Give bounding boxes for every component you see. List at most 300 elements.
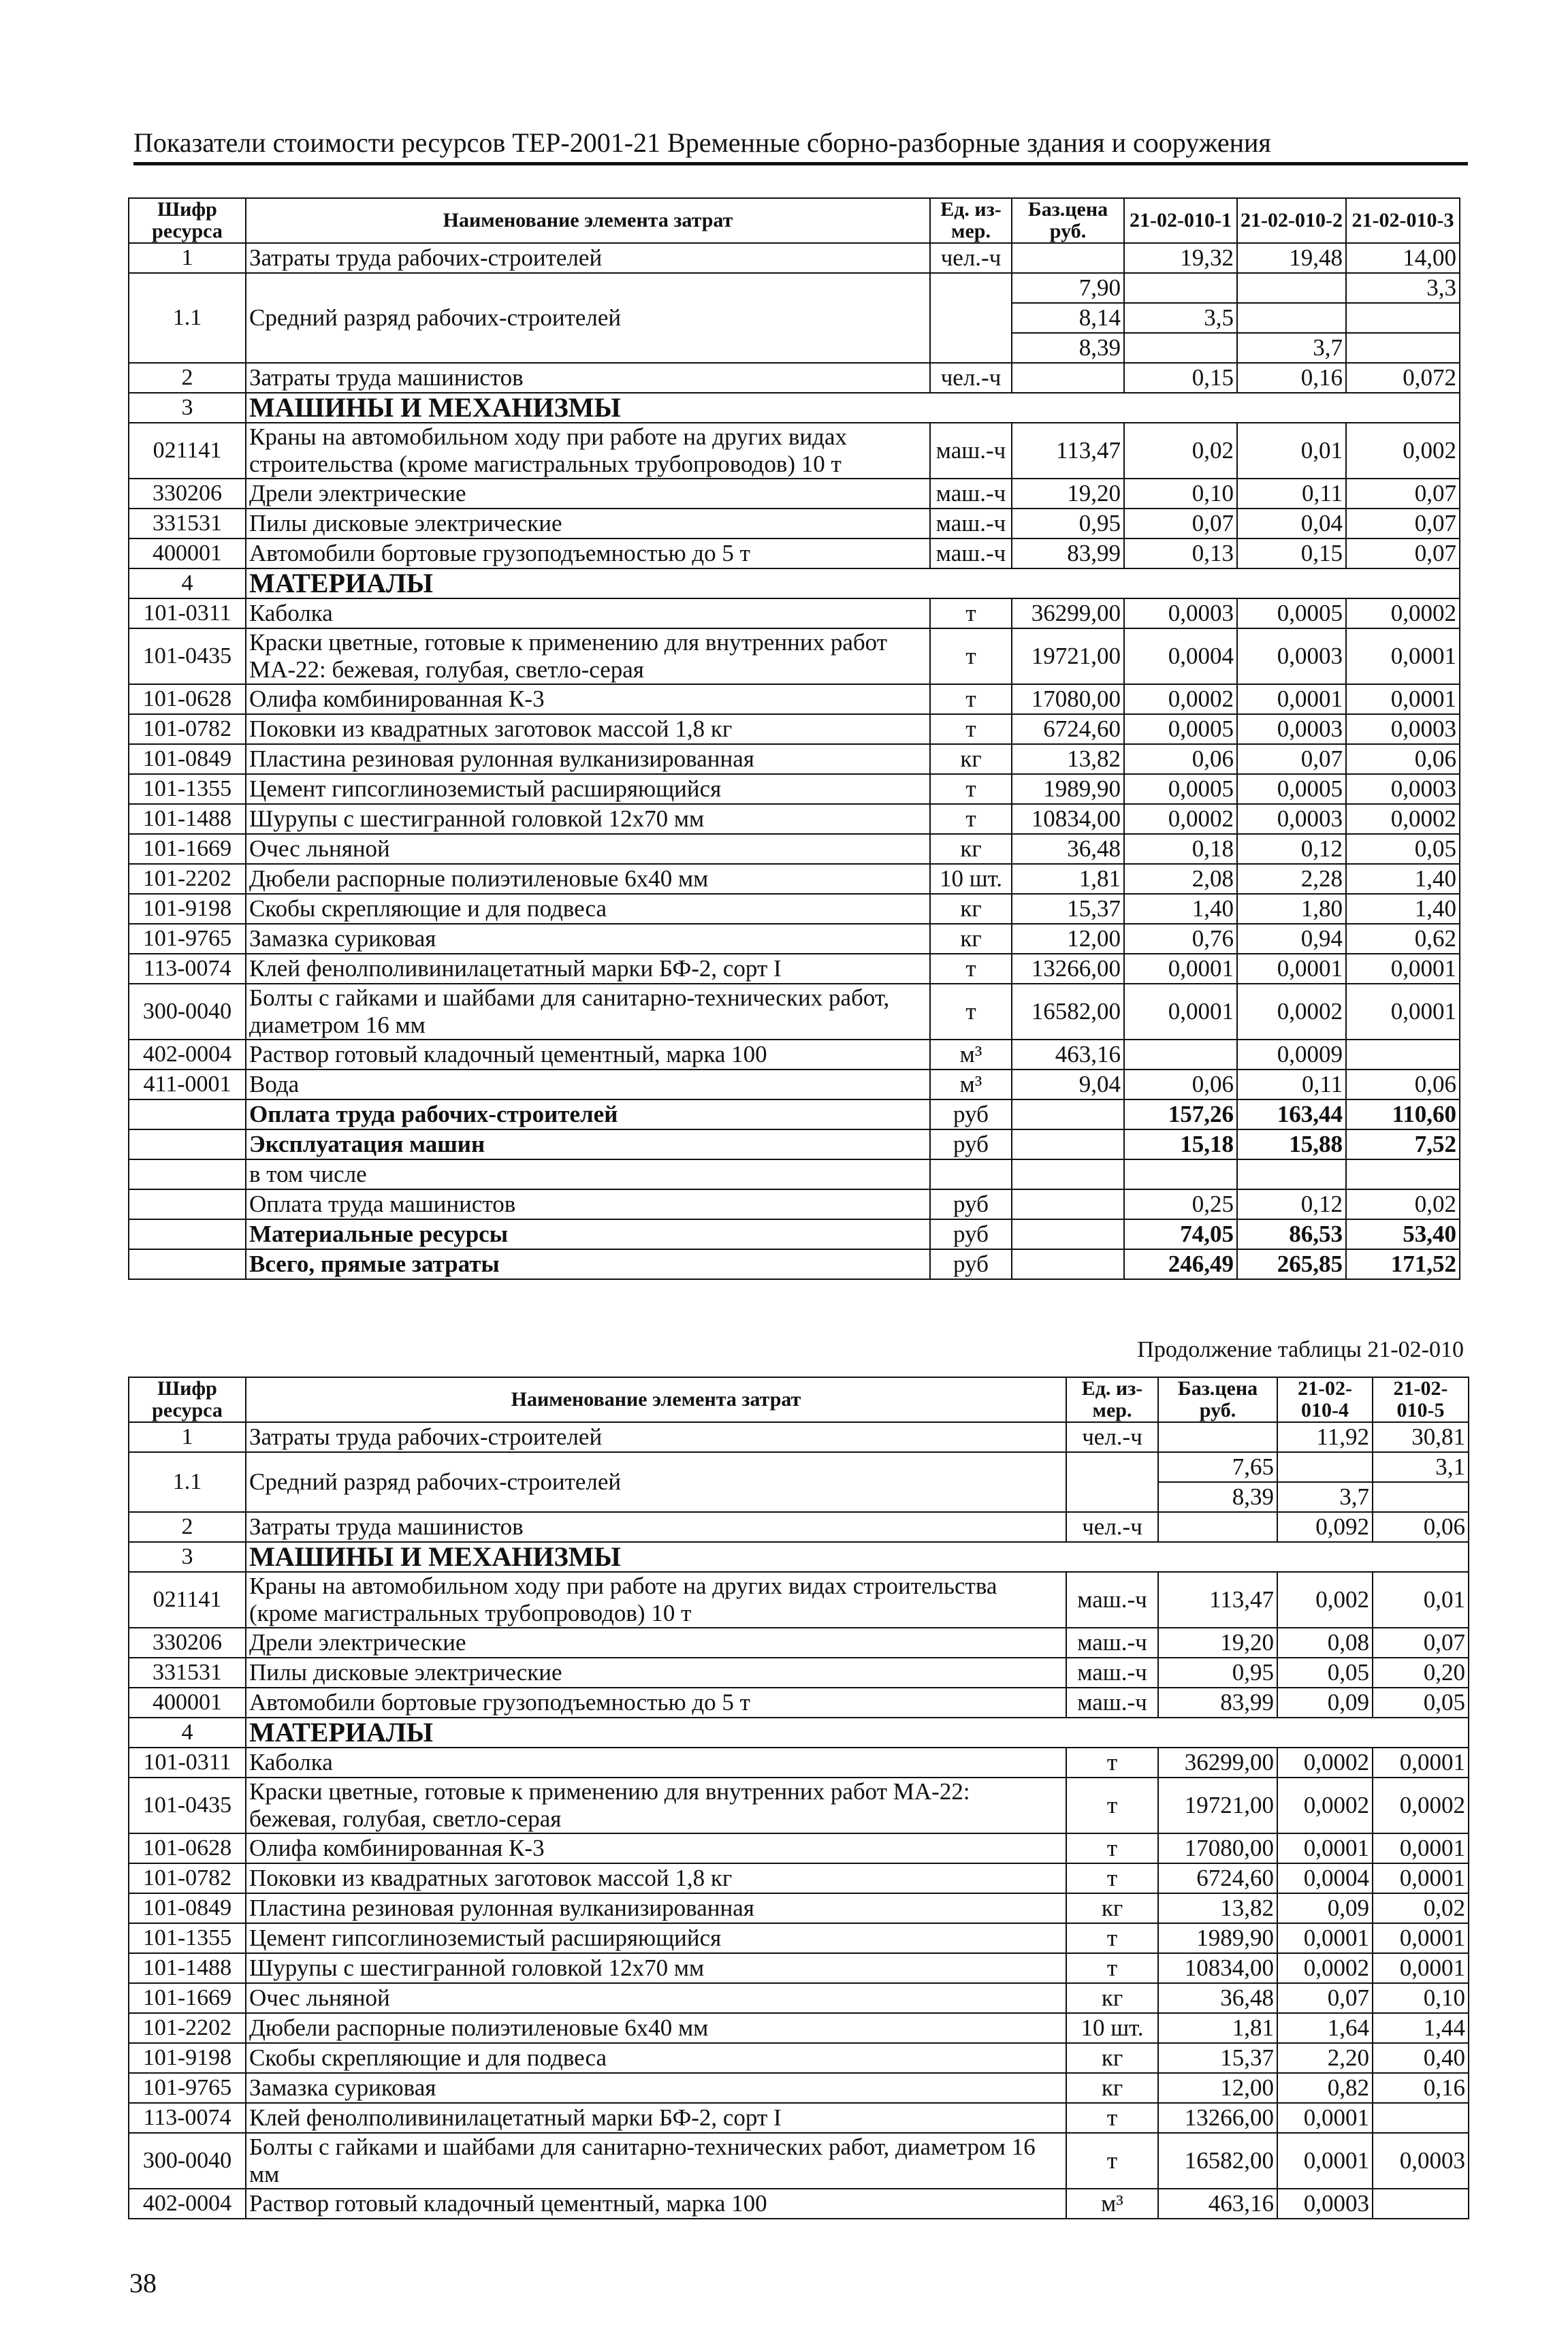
base-price-cell [1012,1129,1124,1159]
resource-code: 300-0040 [129,984,246,1040]
value-cell: 0,13 [1124,538,1237,568]
value-cell: 163,44 [1237,1099,1346,1129]
resource-name: Дюбели распорные полиэтиленовые 6х40 мм [246,2013,1066,2043]
resource-name: Шурупы с шестигранной головкой 12х70 мм [246,804,930,834]
value-cell: 157,26 [1124,1099,1237,1129]
resource-name: в том числе [246,1159,930,1189]
base-price-cell: 113,47 [1158,1572,1277,1628]
value-cell: 53,40 [1346,1219,1460,1249]
column-header: 21-02-010-1 [1124,198,1237,243]
base-price-cell [1012,243,1124,273]
unit-cell: кг [1066,2043,1158,2073]
base-price-cell: 8,39 [1012,333,1124,363]
value-cell: 0,0001 [1373,1833,1469,1863]
value-cell: 0,002 [1277,1572,1373,1628]
total-row [129,1249,1460,1279]
unit-cell: т [1066,1748,1158,1778]
value-cell [1237,1159,1346,1189]
resource-code: 1.1 [129,1452,246,1512]
resource-code: 101-0782 [129,1863,246,1893]
unit-cell: т [930,804,1012,834]
base-price-cell [1012,363,1124,393]
resource-name: Цемент гипсоглиноземистый расширяющийся [246,1923,1066,1953]
base-price-cell: 1,81 [1158,2013,1277,2043]
value-cell: 0,06 [1124,1070,1237,1099]
value-cell: 0,0001 [1373,1953,1469,1983]
resource-name: Дрели электрические [246,479,930,509]
table-row [129,1748,1469,1778]
value-cell: 0,09 [1277,1893,1373,1923]
value-cell: 3,7 [1237,333,1346,363]
resource-name: Эксплуатация машин [246,1129,930,1159]
value-cell: 0,0001 [1373,1863,1469,1893]
unit-cell: кг [930,924,1012,954]
table-row [129,2133,1469,2189]
unit-cell: 10 шт. [930,864,1012,894]
value-cell: 0,002 [1346,423,1460,479]
value-cell: 0,0003 [1237,628,1346,684]
resource-table-2 [128,1377,1469,2219]
resource-table-1 [128,197,1460,1280]
value-cell [1124,1159,1237,1189]
value-cell: 0,06 [1373,1512,1469,1542]
table-row [129,864,1460,894]
resource-code: 4 [129,568,246,598]
value-cell: 3,7 [1277,1482,1373,1512]
value-cell: 11,92 [1277,1422,1373,1452]
resource-name: Вода [246,1070,930,1099]
value-cell [1373,2189,1469,2219]
unit-cell: кг [1066,1893,1158,1923]
unit-cell: т [930,774,1012,804]
table-row [129,834,1460,864]
base-price-cell: 463,16 [1012,1040,1124,1070]
table-row [129,2103,1469,2133]
value-cell: 0,0004 [1124,628,1237,684]
resource-code: 101-1488 [129,804,246,834]
value-cell: 0,02 [1124,423,1237,479]
value-cell: 0,0001 [1346,684,1460,714]
base-price-cell: 15,37 [1158,2043,1277,2073]
value-cell: 0,0001 [1237,684,1346,714]
value-cell: 15,18 [1124,1129,1237,1159]
section-title: МАТЕРИАЛЫ [246,568,1460,598]
value-cell: 0,10 [1373,1983,1469,2013]
resource-name: Пластина резиновая рулонная вулканизированная [246,1893,1066,1923]
table-row [129,774,1460,804]
value-cell: 0,07 [1373,1628,1469,1658]
value-cell: 265,85 [1237,1249,1346,1279]
resource-code: 400001 [129,1688,246,1718]
resource-name: Дрели электрические [246,1628,1066,1658]
value-cell: 0,0001 [1373,1748,1469,1778]
resource-code [129,1129,246,1159]
value-cell: 1,80 [1237,894,1346,924]
base-price-cell: 83,99 [1012,538,1124,568]
value-cell: 0,11 [1237,1070,1346,1099]
resource-code: 101-1355 [129,774,246,804]
resource-name: Цемент гипсоглиноземистый расширяющийся [246,774,930,804]
resource-name: Автомобили бортовые грузоподъемностью до 5 т [246,1688,1066,1718]
resource-name: Материальные ресурсы [246,1219,930,1249]
value-cell [1237,303,1346,333]
table-row [129,243,1460,273]
column-header: 21-02-010-5 [1373,1377,1469,1422]
resource-code: 021141 [129,423,246,479]
value-cell: 0,05 [1373,1688,1469,1718]
table-row [129,273,1460,303]
resource-name: Поковки из квадратных заготовок массой 1,8 кг [246,714,930,744]
value-cell: 3,3 [1346,273,1460,303]
column-header: 21-02-010-2 [1237,198,1346,243]
section-title: МАШИНЫ И МЕХАНИЗМЫ [246,393,1460,423]
table-row [129,924,1460,954]
resource-name: Затраты труда машинистов [246,1512,1066,1542]
unit-cell: т [930,598,1012,628]
column-header: Ед. из-мер. [1066,1377,1158,1422]
value-cell: 0,0001 [1237,954,1346,984]
base-price-cell: 13266,00 [1012,954,1124,984]
base-price-cell: 0,95 [1158,1658,1277,1688]
value-cell: 0,01 [1373,1572,1469,1628]
unit-cell: м³ [1066,2189,1158,2219]
value-cell: 0,0003 [1346,774,1460,804]
resource-code: 1 [129,243,246,273]
resource-code: 101-2202 [129,864,246,894]
unit-cell: т [1066,2103,1158,2133]
value-cell: 0,0003 [1237,714,1346,744]
base-price-cell [1012,1189,1124,1219]
unit-cell: кг [930,894,1012,924]
resource-name: Затраты труда рабочих-строителей [246,1422,1066,1452]
value-cell: 0,0001 [1277,2103,1373,2133]
unit-cell: маш.-ч [1066,1572,1158,1628]
value-cell: 0,94 [1237,924,1346,954]
resource-name: Пилы дисковые электрические [246,509,930,538]
base-price-cell: 7,65 [1158,1452,1277,1482]
unit-cell: маш.-ч [930,509,1012,538]
resource-name: Оплата труда машинистов [246,1189,930,1219]
resource-code: 101-0435 [129,628,246,684]
resource-name: Пилы дисковые электрические [246,1658,1066,1688]
value-cell: 0,15 [1124,363,1237,393]
value-cell: 0,07 [1346,509,1460,538]
value-cell: 74,05 [1124,1219,1237,1249]
value-cell: 0,0002 [1346,598,1460,628]
resource-code: 1 [129,1422,246,1452]
resource-code: 113-0074 [129,954,246,984]
value-cell: 0,0002 [1237,984,1346,1040]
unit-cell: т [1066,1863,1158,1893]
column-header: Баз.цена руб. [1158,1377,1277,1422]
base-price-cell: 17080,00 [1158,1833,1277,1863]
unit-cell: маш.-ч [930,538,1012,568]
table-row [129,1778,1469,1833]
base-price-cell: 13,82 [1012,744,1124,774]
total-row [129,1129,1460,1159]
resource-code: 101-0849 [129,744,246,774]
resource-code: 331531 [129,1658,246,1688]
value-cell: 0,0002 [1277,1953,1373,1983]
table-row [129,2013,1469,2043]
unit-cell: т [1066,1833,1158,1863]
resource-name: Краны на автомобильном ходу при работе на других видах строительства (кроме магистральных трубопроводов) 10 т [246,423,930,479]
value-cell: 0,01 [1237,423,1346,479]
section-title: МАТЕРИАЛЫ [246,1718,1469,1748]
value-cell: 0,05 [1277,1658,1373,1688]
base-price-cell: 19,20 [1012,479,1124,509]
base-price-cell: 6724,60 [1158,1863,1277,1893]
page-header: Показатели стоимости ресурсов ТЕР-2001-21 Временные сборно-разборные здания и сооружения [133,127,1468,165]
base-price-cell: 1989,90 [1158,1923,1277,1953]
base-price-cell: 7,90 [1012,273,1124,303]
value-cell: 0,76 [1124,924,1237,954]
unit-cell: чел.-ч [930,363,1012,393]
value-cell: 0,12 [1237,1189,1346,1219]
base-price-cell: 8,39 [1158,1482,1277,1512]
value-cell: 15,88 [1237,1129,1346,1159]
unit-cell: маш.-ч [1066,1688,1158,1718]
base-price-cell: 19721,00 [1012,628,1124,684]
resource-code: 101-1355 [129,1923,246,1953]
value-cell: 19,48 [1237,243,1346,273]
value-cell: 3,5 [1124,303,1237,333]
resource-code [129,1159,246,1189]
unit-cell: 10 шт. [1066,2013,1158,2043]
base-price-cell: 13,82 [1158,1893,1277,1923]
page-number: 38 [129,2268,157,2298]
value-cell [1277,1452,1373,1482]
resource-code [129,1189,246,1219]
column-header: Наименование элемента затрат [246,198,930,243]
value-cell: 0,0001 [1124,984,1237,1040]
unit-cell: т [930,954,1012,984]
value-cell: 0,15 [1237,538,1346,568]
value-cell: 0,0003 [1237,804,1346,834]
resource-name: Краски цветные, готовые к применению для внутренних работ МА-22: бежевая, голубая, светло-серая [246,628,930,684]
resource-name: Раствор готовый кладочный цементный, марка 100 [246,1040,930,1070]
value-cell: 0,09 [1277,1688,1373,1718]
table-row [129,1658,1469,1688]
column-header: Шифр ресурса [129,1377,246,1422]
table-row [129,1833,1469,1863]
unit-cell: руб [930,1249,1012,1279]
value-cell: 0,0001 [1277,1923,1373,1953]
unit-cell [1066,1452,1158,1512]
value-cell: 0,07 [1346,479,1460,509]
value-cell: 19,32 [1124,243,1237,273]
total-row [129,1099,1460,1129]
value-cell: 0,20 [1373,1658,1469,1688]
resource-code: 330206 [129,479,246,509]
value-cell: 0,07 [1237,744,1346,774]
resource-name: Всего, прямые затраты [246,1249,930,1279]
base-price-cell: 0,95 [1012,509,1124,538]
resource-code: 101-2202 [129,2013,246,2043]
table-row [129,538,1460,568]
value-cell: 1,40 [1346,864,1460,894]
value-cell: 0,06 [1346,1070,1460,1099]
resource-code: 101-0435 [129,1778,246,1833]
resource-code: 021141 [129,1572,246,1628]
value-cell: 0,25 [1124,1189,1237,1219]
total-row [129,1219,1460,1249]
unit-cell [930,273,1012,363]
table-row [129,894,1460,924]
base-price-cell [1158,1512,1277,1542]
resource-name: Поковки из квадратных заготовок массой 1,8 кг [246,1863,1066,1893]
base-price-cell: 19,20 [1158,1628,1277,1658]
value-cell: 0,0002 [1277,1778,1373,1833]
value-cell: 2,08 [1124,864,1237,894]
table-row [129,2073,1469,2103]
value-cell: 0,12 [1237,834,1346,864]
base-price-cell: 16582,00 [1158,2133,1277,2189]
base-price-cell: 36,48 [1158,1983,1277,2013]
base-price-cell: 8,14 [1012,303,1124,333]
value-cell: 0,40 [1373,2043,1469,2073]
value-cell: 0,11 [1237,479,1346,509]
value-cell [1124,1040,1237,1070]
base-price-cell: 15,37 [1012,894,1124,924]
value-cell: 0,08 [1277,1628,1373,1658]
resource-name: Замазка суриковая [246,924,930,954]
resource-name: Краски цветные, готовые к применению для внутренних работ МА-22: бежевая, голубая, светло-серая [246,1778,1066,1833]
resource-name: Шурупы с шестигранной головкой 12х70 мм [246,1953,1066,1983]
resource-name: Замазка суриковая [246,2073,1066,2103]
unit-cell: чел.-ч [930,243,1012,273]
table-row [129,1189,1460,1219]
table-row [129,1953,1469,1983]
base-price-cell [1012,1099,1124,1129]
value-cell: 1,40 [1346,894,1460,924]
value-cell: 0,0003 [1124,598,1237,628]
value-cell: 0,0001 [1373,1923,1469,1953]
unit-cell: кг [1066,1983,1158,2013]
base-price-cell: 83,99 [1158,1688,1277,1718]
resource-name: Каболка [246,598,930,628]
value-cell: 0,16 [1373,2073,1469,2103]
resource-name: Скобы скрепляющие и для подвеса [246,894,930,924]
resource-code: 101-9765 [129,924,246,954]
unit-cell: т [1066,2133,1158,2189]
base-price-cell [1012,1249,1124,1279]
resource-name: Оплата труда рабочих-строителей [246,1099,930,1129]
table-row [129,1923,1469,1953]
base-price-cell: 36299,00 [1158,1748,1277,1778]
resource-name: Олифа комбинированная К-3 [246,684,930,714]
resource-name: Затраты труда машинистов [246,363,930,393]
resource-name: Затраты труда рабочих-строителей [246,243,930,273]
value-cell: 0,0009 [1237,1040,1346,1070]
table-row [129,1070,1460,1099]
base-price-cell: 113,47 [1012,423,1124,479]
table-row [129,804,1460,834]
unit-cell: т [930,984,1012,1040]
value-cell: 0,092 [1277,1512,1373,1542]
resource-code: 101-1669 [129,1983,246,2013]
table-row [129,628,1460,684]
resource-name: Каболка [246,1748,1066,1778]
value-cell: 2,28 [1237,864,1346,894]
resource-name: Дюбели распорные полиэтиленовые 6х40 мм [246,864,930,894]
unit-cell: кг [1066,2073,1158,2103]
unit-cell: руб [930,1219,1012,1249]
unit-cell: маш.-ч [1066,1658,1158,1688]
resource-code: 101-0628 [129,684,246,714]
value-cell: 0,072 [1346,363,1460,393]
value-cell: 1,44 [1373,2013,1469,2043]
base-price-cell: 36299,00 [1012,598,1124,628]
base-price-cell: 12,00 [1158,2073,1277,2103]
resource-code: 2 [129,1512,246,1542]
value-cell: 0,0002 [1124,684,1237,714]
table-row [129,2189,1469,2219]
value-cell: 0,0002 [1346,804,1460,834]
section-row [129,1718,1469,1748]
unit-cell: руб [930,1129,1012,1159]
table-row [129,1040,1460,1070]
resource-code: 101-9765 [129,2073,246,2103]
value-cell: 7,52 [1346,1129,1460,1159]
value-cell: 246,49 [1124,1249,1237,1279]
value-cell: 0,07 [1346,538,1460,568]
value-cell: 0,0003 [1277,2189,1373,2219]
value-cell [1237,273,1346,303]
section-title: МАШИНЫ И МЕХАНИЗМЫ [246,1542,1469,1572]
resource-code: 400001 [129,538,246,568]
resource-code: 101-0628 [129,1833,246,1863]
resource-code: 1.1 [129,273,246,363]
value-cell: 0,0001 [1277,1833,1373,1863]
unit-cell: т [930,714,1012,744]
value-cell: 1,64 [1277,2013,1373,2043]
resource-code: 402-0004 [129,1040,246,1070]
table-row [129,1422,1469,1452]
table-row [129,744,1460,774]
table-row [129,423,1460,479]
unit-cell: чел.-ч [1066,1512,1158,1542]
value-cell [1124,273,1237,303]
resource-code: 101-0311 [129,1748,246,1778]
value-cell [1373,1482,1469,1512]
column-header: 21-02-010-3 [1346,198,1460,243]
unit-cell: маш.-ч [930,479,1012,509]
value-cell: 0,0002 [1124,804,1237,834]
table-row [129,1452,1469,1482]
unit-cell: т [1066,1778,1158,1833]
value-cell: 110,60 [1346,1099,1460,1129]
base-price-cell: 463,16 [1158,2189,1277,2219]
resource-code: 2 [129,363,246,393]
resource-code: 4 [129,1718,246,1748]
resource-code: 101-1669 [129,834,246,864]
table-row [129,363,1460,393]
value-cell [1346,333,1460,363]
value-cell: 0,0004 [1277,1863,1373,1893]
table-row [129,1512,1469,1542]
resource-code: 101-0849 [129,1893,246,1923]
resource-name: Клей фенолполивинилацетатный марки БФ-2, сорт I [246,2103,1066,2133]
value-cell: 0,0005 [1237,774,1346,804]
value-cell: 0,0005 [1124,774,1237,804]
value-cell: 0,0001 [1346,628,1460,684]
resource-name: Болты с гайками и шайбами для санитарно-технических работ, диаметром 16 мм [246,984,930,1040]
value-cell: 0,02 [1373,1893,1469,1923]
resource-code: 402-0004 [129,2189,246,2219]
value-cell: 0,0001 [1277,2133,1373,2189]
value-cell: 0,18 [1124,834,1237,864]
